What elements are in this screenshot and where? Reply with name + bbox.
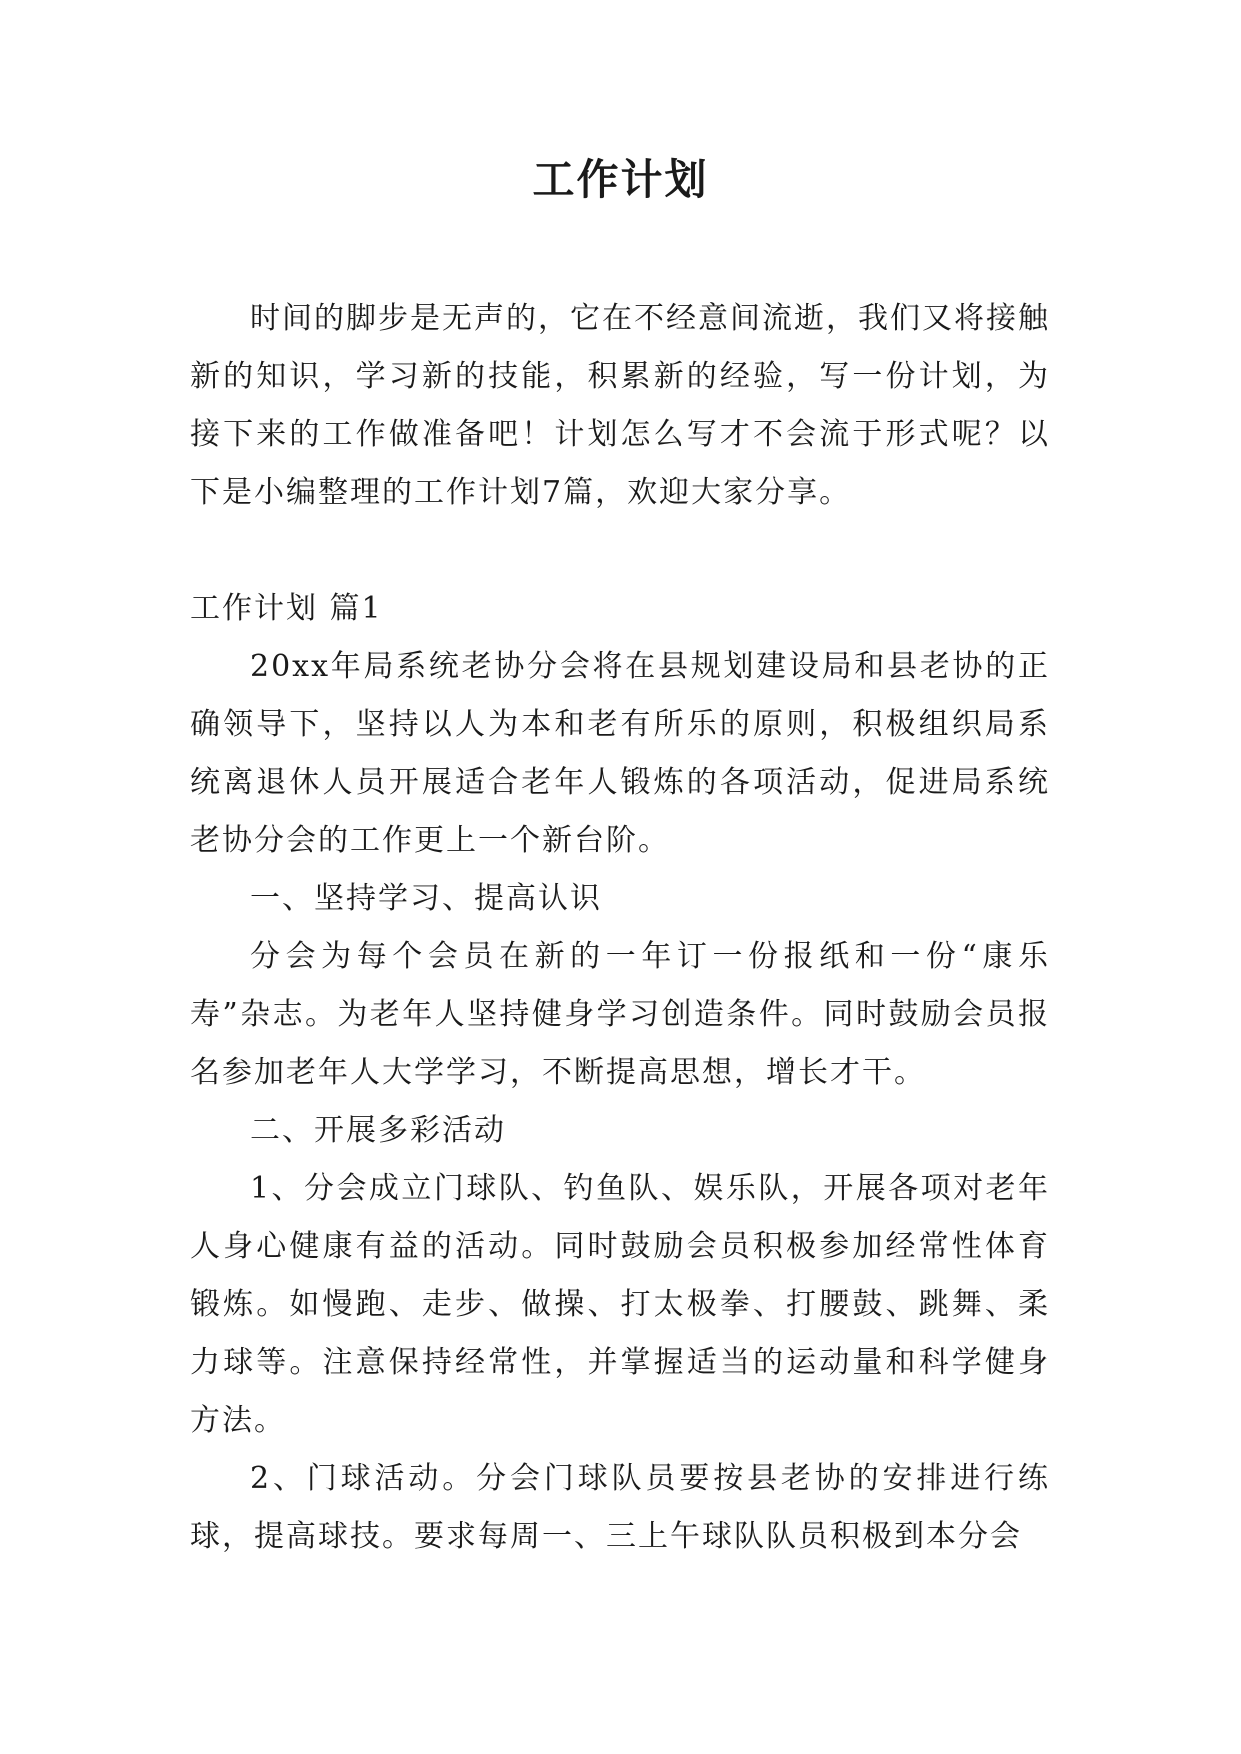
intro-paragraph: 时间的脚步是无声的，它在不经意间流逝，我们又将接触新的知识，学习新的技能，积累新的经验，写一份计划，为接下来的工作做准备吧！计划怎么写才不会流于形式呢？以下是小编整理的工作计划7篇，欢迎大家分享。 bbox=[190, 301, 1050, 510]
body-paragraph: 2、门球活动。分会门球队员要按县老协的安排进行练球，提高球技。要求每周一、三上午球队队员积极到本分会 bbox=[190, 1461, 1050, 1554]
subheading-study: 一、坚持学习、提高认识 bbox=[250, 881, 602, 916]
spacer bbox=[190, 522, 1050, 580]
document-title: 工作计划 bbox=[532, 155, 709, 204]
section-heading: 工作计划 篇1 bbox=[190, 591, 383, 626]
body-paragraph: 20xx年局系统老协分会将在县规划建设局和县老协的正确领导下，坚持以人为本和老有所乐的原则，积极组织局系统离退休人员开展适合老年人锻炼的各项活动，促进局系统老协分会的工作更上一个新台阶。 bbox=[190, 649, 1050, 858]
body-paragraph: 分会为每个会员在新的一年订一份报纸和一份“康乐寿”杂志。为老年人坚持健身学习创造条件。同时鼓励会员报名参加老年人大学学习，不断提高思想，增长才干。 bbox=[190, 939, 1050, 1090]
subheading-activities: 二、开展多彩活动 bbox=[250, 1113, 506, 1148]
document-body bbox=[190, 290, 1050, 1566]
body-paragraph: 1、分会成立门球队、钓鱼队、娱乐队，开展各项对老年人身心健康有益的活动。同时鼓励会员积极参加经常性体育锻炼。如慢跑、走步、做操、打太极拳、打腰鼓、跳舞、柔力球等。注意保持经常性，并掌握适当的运动量和科学健身方法。 bbox=[190, 1171, 1050, 1438]
